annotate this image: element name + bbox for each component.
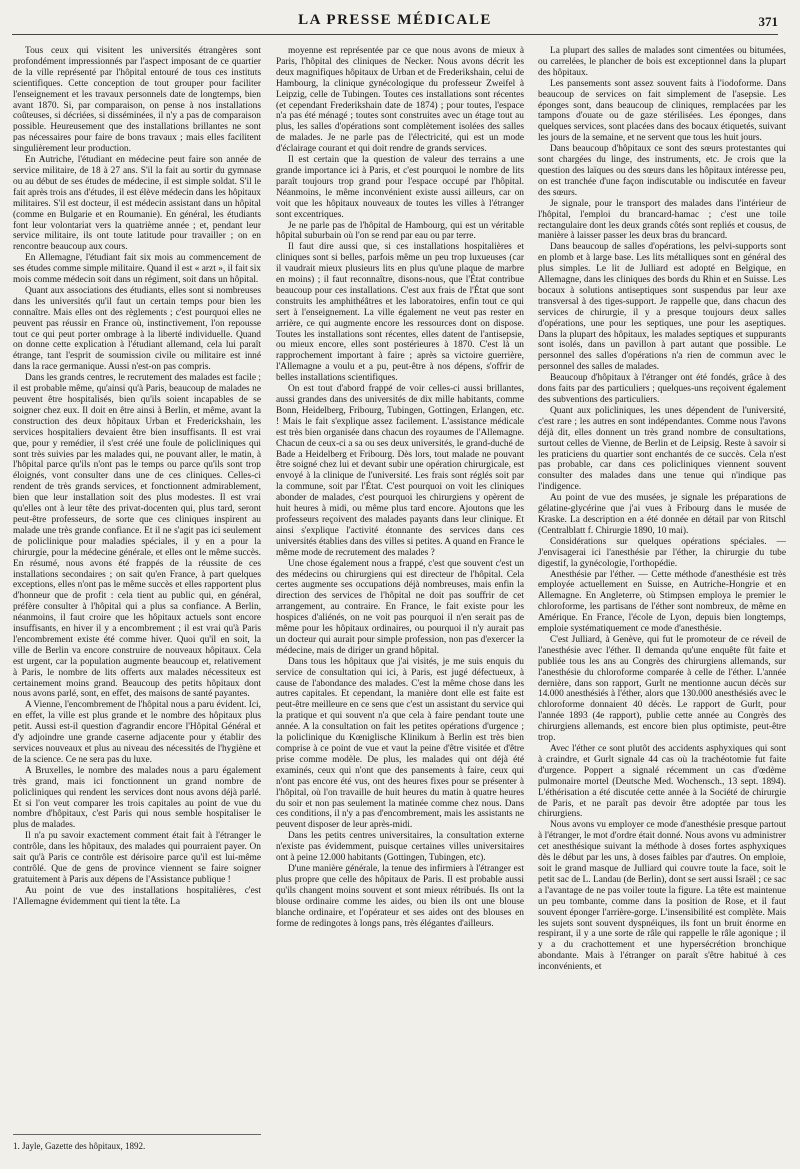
journal-title: LA PRESSE MÉDICALE [298, 12, 492, 28]
paragraph: Dans beaucoup de salles d'opérations, les pelvi-supports sont en plomb et à large base. Les lits métalliques sont en général des plus simples. Le lit de Julliard est adopté en Belgique, en Allemagne, dans les cliniques des bords du Rhin et en Suisse. Les bocaux à solutions antiseptiques sont suspendus par leur axe transversal à des tiges-support. Je rappelle que, dans chacun des services de chirurgie, il y a presque toujours deux salles d'opérations, une pour les septiques, une pour les aseptiques. Dans la plupart des hôpitaux, les malades septiques et suppurants sont isolés, dans un pavillon à part autant que possible. Le personnel des salles d'opérations n'a rien de commun avec le personnel des salles de malades. [538, 242, 786, 373]
paragraph: Anesthésie par l'éther. — Cette méthode d'anesthésie est très employée actuellement en Suisse, en Autriche-Hongrie et en Allemagne. En Angleterre, où Stimpsen employa le premier le chloroforme, les partisans de l'éther sont nombreux, de même en Amérique. En France, l'école de Lyon, depuis bien longtemps, emploie systématiquement ce mode d'anesthésie. [538, 569, 786, 635]
paragraph: Dans les grands centres, le recrutement des malades est facile ; il est probable même, qu'ainsi qu'à Paris, beaucoup de malades ne peuvent être hospitalisés, bien qu'ils soient incapables de se soigner chez eux. Il doit en être ainsi à Berlin, et même, avant la construction des deux hôpitaux Urban et Frederickshain, les services hospitaliers devaient être bien insuffisants. Il est vrai que, pour y remédier, il s'est créé une foule de policliniques qui sont très suivies par les malades qui, ne pouvant aller, le matin, à l'hôpital parce qu'ils n'ont pas le temps ou parce qu'ils sont trop éloignés, vont consulter dans une de ces cliniques. Celles-ci rendent de très grands services, et fonctionnent admirablement, bien que leur installation soit des plus modestes. Il est vrai qu'elles ont à leur tête des privat-docenten qui, plus tard, seront peut-être professeurs, de sorte que ces cliniques inspirent au malade une très grande confiance. Et il ne s'agit pas ici seulement de policlinique pour maladies spéciales, il y en a pour la chirurgie, pour la médecine générale, et elles ont le même succès. En résumé, nous avons été frappés de la réussite de ces installations secondaires ; on sait qu'en France, à part quelques exceptions, elles n'ont pas le même succès et elles rapportent plus d'honneur que de profit : cela tient au public qui, en général, préfère consulter à l'hôpital qui a plus sa confiance. A Berlin, néanmoins, il faut croire que les hôpitaux actuels sont encore insuffisants, en hiver il y a encombrement ; il est vrai qu'à Paris l'encombrement existe été comme hiver. Quoi qu'il en soit, la ville de Berlin va encore construire de nouveaux hôpitaux. Cela est urgent, car la population augmente beaucoup et, relativement à Paris, le nombre de lits offerts aux malades nécessiteux est certainement moins grand. Beaucoup des petits hôpitaux dont nous avons parlé, sont, en effet, des maisons de santé payantes. [13, 373, 261, 700]
paragraph: Au point de vue des installations hospitalières, c'est l'Allemagne évidemment qui tient la tête. La [13, 885, 261, 907]
paragraph: Une chose également nous a frappé, c'est que souvent c'est un des médecins ou chirurgiens qui est directeur de l'hôpital. Cela certes augmente ses occupations déjà nombreuses, mais enfin la direction des services de l'hôpital ne doit pas souffrir de cet arrangement, au contraire. En France, le fait existe pour les hospices d'aliénés, on ne voit pas pourquoi il n'en serait pas de même pour les hôpitaux ordinaires, ou pourquoi il n'y aurait pas un docteur qui aurait pour simple profession, non pas d'exercer la médecine, mais de diriger un grand hôpital. [276, 558, 524, 656]
paragraph: Quant aux associations des étudiants, elles sont si nombreuses dans les universités qu'il faut un certain temps pour bien les connaître. Mais elles ont des règlements ; c'est pourquoi elles ne peuvent pas réussir en France où, instinctivement, l'on repousse tout ce qui peut porter ombrage à la liberté individuelle. Quand on donne cette explication à l'étudiant allemand, cela lui paraît étrange, tant l'esprit de soumission civile ou militaire est inné dans la race germanique. Aussi n'est-on pas compris. [13, 285, 261, 373]
paragraph: Au point de vue des musées, je signale les préparations de gélatine-glycérine que j'ai vues à Fribourg dans le musée de Kraske. La description en a été donnée en détail par von Ritschl (Centralblatt f. Chirurgie 1890, 10 mai). [538, 493, 786, 536]
paragraph: En Autriche, l'étudiant en médecine peut faire son année de service militaire, de 18 à 27 ans. S'il la fait au sortir du gymnase ou au début de ses études de médecine, il est simple soldat. S'il le fait après trois ans d'études, il est élève médecin dans les hôpitaux militaires. S'il est docteur, il est médecin assistant dans un hôpital (comme en Bulgarie et en Roumanie). En général, les étudiants font leur volontariat vers la quatrième année ; et, pendant leur service militaire, ils ont toute latitude pour travailler ; on en rencontre beaucoup aux cours. [13, 155, 261, 253]
paragraph: Il n'a pu savoir exactement comment était fait à l'étranger le contrôle, dans les hôpitaux, des malades qui pourraient payer. On sait qu'à Paris ce contrôle est dérisoire parce qu'il est lui-même contrôlé. Que de gens de province viennent se faire soigner gratuitement à Paris aux dépens de l'Assistance publique ! [13, 831, 261, 885]
paragraph: Nous avons vu employer ce mode d'anesthésie presque partout à l'étranger, le mot d'ordre était donné. Nous avons vu administrer cet anesthésique suivant la méthode à doses fortes asphyxiques dès le début par les uns, à doses faibles par d'autres. On emploie, soit le grand masque de Julliard qui couvre toute la face, soit le petit sac de L. Landau (de Berlin), dont se sert aussi Israël ; ce sac a l'avantage de ne pas voiler toute la figure. La tête est maintenue un peu tombante, comme dans la position de Rose, et il faut souvent éponger l'arrière-gorge. L'insensibilité est complète. Mais les sujets sont souvent dyspnéiques, ils font un bruit énorme en respirant, il y a une sorte de râle qui rappelle le râle agonique ; il y a du crachottement et une hypersécrétion bronchique abondante. Mais à l'étranger on paraît s'être habitué à ces inconvénients, et [538, 820, 786, 973]
paragraph: C'est Julliard, à Genève, qui fut le promoteur de ce réveil de l'anesthésie avec l'éther. Il demanda qu'une enquête fût faite et publiée tous les ans au Congrès des chirurgiens allemands, sur l'anesthésie du chloroforme comparée à celle de l'éther. L'année dernière, dans son rapport, Gurlt ne mentionne aucun décès sur 14.000 anesthésiés à l'éther, alors que 130.000 anesthésiés avec le chloroforme donnaient 40 décès. Le rapport de Gurlt, pour l'année 1893 (4e rapport), publie cette année au Congrès des chirurgiens allemands, est encore bien plus optimiste, peut-être trop. [538, 634, 786, 744]
paragraph: Dans les petits centres universitaires, la consultation externe n'existe pas évidemment, puisque certaines villes universitaires ont à peine 12.000 habitants (Gottingen, Tubingen, etc). [276, 831, 524, 864]
paragraph: Beaucoup d'hôpitaux à l'étranger ont été fondés, grâce à des dons faits par des particuliers ; quelques-uns reçoivent également des subventions des particuliers. [538, 373, 786, 405]
paragraph: Considérations sur quelques opérations spéciales. — J'envisagerai ici l'anesthésie par l'éther, la chirurgie du tube digestif, la gynécologie, l'orthopédie. [538, 536, 786, 569]
paragraph: Il est certain que la question de valeur des terrains a une grande importance ici à Paris, et c'est pourquoi le nombre de lits paraît toujours trop grand pour l'espace occupé par l'hôpital. Néanmoins, le même inconvénient existe aussi ailleurs, car on voit que les hôpitaux nouveaux de toutes les villes à l'étranger sont excentriques. [276, 155, 524, 220]
paragraph: On est tout d'abord frappé de voir celles-ci aussi brillantes, aussi grandes dans des universités de dix mille habitants, comme Bonn, Heidelberg, Fribourg, Tubingen, Gottingen, Erlangen, etc. ! Mais le fait s'explique assez facilement. L'assistance médicale est très bien organisée dans chacun des royaumes de l'Allemagne. Chacun de ceux-ci a sa ou ses deux universités, le grand-duché de Bade a Heidelberg et Fribourg. Dès lors, tout malade ne pouvant être soigné chez lui et devant subir une opération chirurgicale, est envoyé à la clinique de l'université. Les frais sont réglés soit par la commune, soit par l'État. C'est pourquoi on voit les cliniques abonder de malades, c'est pourquoi les chirurgiens y opèrent de huit heures à midi, ou même plus tard encore. Ajoutons que les professeurs reçoivent des malades payants dans leur clinique. Et ainsi s'explique l'activité étonnante des services dans ces universités établies dans des villes si petites. A quand en France le même mode de recrutement des malades ? [276, 384, 524, 558]
paragraph: Je signale, pour le transport des malades dans l'intérieur de l'hôpital, l'emploi du brancard-hamac ; c'est une toile rectangulaire dont les deux grands côtés sont repliés et cousus, de manière à laisser passer les deux bras du brancard. [538, 198, 786, 242]
text-column-2 [276, 46, 524, 1158]
paragraph: Il faut dire aussi que, si ces installations hospitalières et cliniques sont si belles, parfois même un peu trop luxueuses (car il vaudrait mieux plusieurs lits en plus qu'une plaque de marbre en moins) ; il faut reconnaître, disons-nous, que l'État contribue beaucoup pour ces installations. C'est aux frais de l'État que sont construits les amphithéâtres et les laboratoires, enfin tout ce qui sert à l'enseignement. La ville également ne veut pas rester en arrière, ce qui augmente encore les ressources dont on dispose. Toutes les installations sont récentes, elles datent de l'antisepsie, ou mieux encore, elles sont postérieures à 1870. C'est là un rapprochement important à faire ; après sa victoire guerrière, l'Allemagne a voulu et a pu, peut-être à nos dépens, s'offrir de belles installations scientifiques. [276, 242, 524, 384]
paragraph: Dans beaucoup d'hôpitaux ce sont des sœurs protestantes qui sont chargées du linge, des instruments, etc. Je crois que la question des laïques ou des sœurs dans les hôpitaux intéresse peu, on est tranchée d'une façon indiscutable ou indiscutée en faveur des sœurs. [538, 144, 786, 198]
paragraph: En Allemagne, l'étudiant fait six mois au commencement de ses études comme simple militaire. Quand il est « arzt », il fait six mois comme médecin soit dans un régiment, soit dans un hôpital. [13, 253, 261, 286]
paragraph: Tous ceux qui visitent les universités étrangères sont profondément impressionnés par l'aspect imposant de ce quartier de la ville représenté par l'hôpital entouré de tous ces instituts scientifiques. Cette conception de tout grouper pour faciliter l'enseignement et les travaux personnels date de longtemps, bien avant 1870. Si, par comparaison, on pense à nos installations coûteuses, si décriées, si disséminées, il n'y a pas de comparaison possible. Heureusement que des installations brillantes ne sont pas nécessaires pour faire de bons travaux ; mais elles facilitent singulièrement leur production. [13, 46, 261, 155]
paragraph: D'une manière générale, la tenue des infirmiers à l'étranger est plus propre que celle des hôpitaux de Paris. Il est probable aussi qu'ils changent moins souvent et sont mieux rétribués. Ils ont la blouse ordinaire comme les aides, ou bien ils ont une blouse blanche ordinaire, et l'opérateur et ses aides ont des blouses en forme de redingotes à longs pans, très élégantes d'ailleurs. [276, 863, 524, 929]
paragraph: Dans tous les hôpitaux que j'ai visités, je me suis enquis du service de consultation qui ici, à Paris, est jugé défectueux, à cause de l'abondance des malades. C'est la même chose dans les autres capitales. Et cependant, la manière dont elle est faite est peut-être meilleure en ce sens que c'est un assistant du service qui la pratique et qui souvent n'a que cela à faire pendant toute une année. A la consultation on fait les petites opérations d'urgence ; la policlinique du Kœniglische Klinikum à Berlin est très bien comprise à ce point de vue et vaut la peine d'être visitée et d'être prise comme modèle. De plus, les malades qui ont déjà été examinés, ceux qui n'ont que des pansements à faire, ceux qui n'ont pas encore été vus, ont des heures fixes pour se présenter à l'hôpital, où l'on travaille de huit heures du matin à quatre heures du soir et non pas seulement la matinée comme chez nous. Dans ces conditions, il n'y a pas d'encombrement, mais les assistants ne peuvent disposer de leur après-midi. [276, 656, 524, 831]
paragraph: Je ne parle pas de l'hôpital de Hambourg, qui est un véritable hôpital suburbain où l'on se rend par eau ou par terre. [276, 220, 524, 242]
paragraph: Quant aux policliniques, les unes dépendent de l'université, c'est rare ; les autres en sont indépendantes. Comme nous l'avons déjà dit, elles donnent un très grand nombre de consultations, surtout celles de Vienne, de Berlin et de Leipsig. Reste à savoir si les praticiens du quartier sont enchantés de ce succès. Cela n'est pas probable, car dans ces policliniques viennent souvent consulter des malades dans une tenue qui n'indique pas l'indigence. [538, 405, 786, 493]
paragraph: A Bruxelles, le nombre des malades nous a paru également très grand, mais ici fonctionnent un grand nombre de policliniques qui rendent les services dont nous avons déjà parlé. Et si l'on veut comparer les trois capitales au point de vue du nombre d'hôpitaux, c'est Paris qui nous semble hospitaliser le plus de malades. [13, 765, 261, 831]
paragraph: Avec l'éther ce sont plutôt des accidents asphyxiques qui sont à craindre, et Gurlt signale 44 cas où la trachéotomie fut faite d'urgence. Poppert a signalé récemment un cas d'œdème pulmonaire mortel (Deutsche Med. Wochensch., 13 sept. 1894). L'éthérisation a été discutée cette année à la Société de chirurgie de Paris, et ne paraît pas devoir être adoptée par tous les chirurgiens. [538, 744, 786, 820]
paragraph: La plupart des salles de malades sont cimentées ou bitumées, ou carrelées, le plancher de bois est exceptionnel dans la plupart des hôpitaux. [538, 46, 786, 78]
page-header [12, 8, 778, 35]
column-1-body [13, 46, 261, 1114]
text-column-3 [538, 46, 786, 1158]
text-column-1 [13, 46, 261, 1158]
paragraph: Les pansements sont assez souvent faits à l'iodoforme. Dans beaucoup de services on fait simplement de l'asepsie. Les éponges sont, dans beaucoup de cliniques, remplacées par les tampons d'ouate ou de gaze stérilisées. Les éponges, dans quelques services, sont placées dans des bocaux étiquetés, suivant les jours de la semaine, et ne servent que tous les huit jours. [538, 78, 786, 144]
paragraph: A Vienne, l'encombrement de l'hôpital nous a paru évident. Ici, en effet, la ville est plus grande et le nombre des hôpitaux plus petit. Aussi est-il question d'agrandir encore l'Hôpital Général et d'y adjoindre une grande caserne adjacente pour y établir des services nouveaux et plus au niveau des nécessités de l'hygiène et de la science. Ce ne sera pas du luxe. [13, 700, 261, 765]
footnote: 1. Jayle, Gazette des hôpitaux, 1892. [13, 1134, 261, 1152]
page-number: 371 [758, 14, 778, 29]
paragraph: moyenne est représentée par ce que nous avons de mieux à Paris, l'hôpital des cliniques de Necker. Nous avons décrit les deux magnifiques hôpitaux de Urban et de Frederikshain, celui de Hambourg, la clinique gynécologique du professeur Zweifel à Leipzig, celle de Tubingen. Toutes ces installations sont récentes (et cependant Frederikshain date de 1874) ; pour toutes, l'espace n'a pas été ménagé ; toutes sont construites avec un étage tout au plus, les salles d'opérations sont complètement isolées des salles de malades. Je ne parle pas de l'électricité, qui est un mode d'éclairage courant et qui doit rendre de grands services. [276, 46, 524, 155]
